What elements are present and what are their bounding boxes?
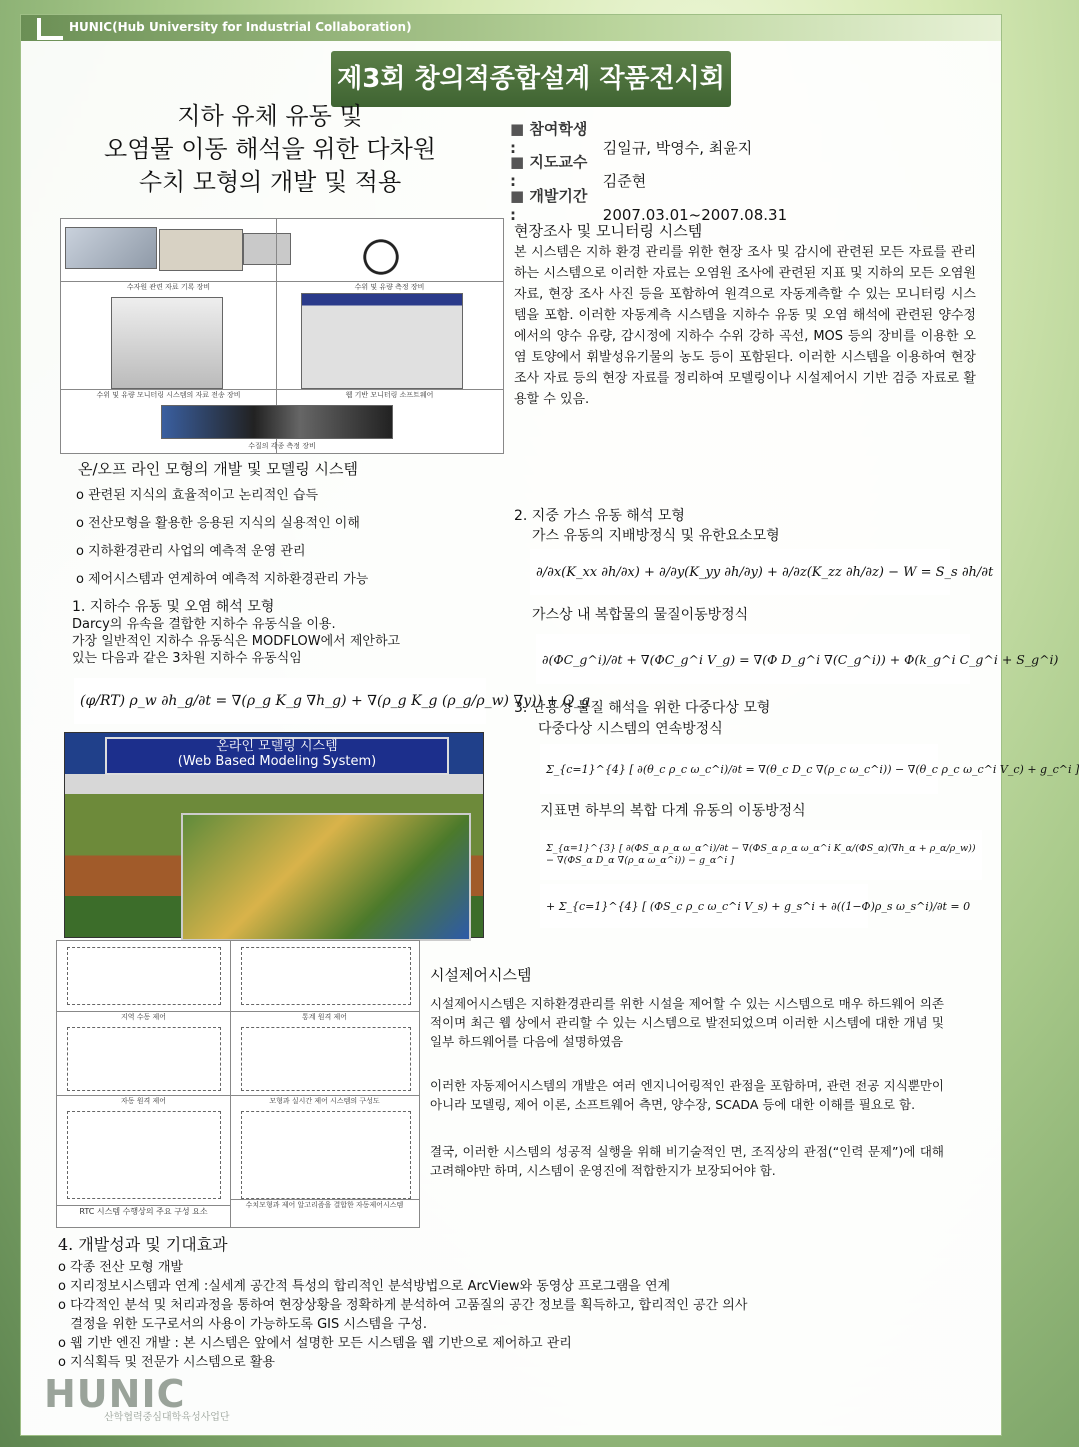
list-item: o 지식획득 및 전문가 시스템으로 활용 bbox=[58, 1355, 275, 1370]
online-title: 온/오프 라인 모형의 개발 및 모델링 시스템 bbox=[78, 460, 358, 478]
keypad-image bbox=[243, 233, 291, 265]
list-item: 결정을 위한 도구로서의 사용이 가능하도록 GIS 시스템을 구성. bbox=[58, 1317, 428, 1332]
hunic-logo bbox=[44, 1372, 324, 1422]
caption: 수자원 관련 자료 기록 장비 bbox=[61, 281, 276, 292]
web-modeling-image bbox=[64, 732, 484, 938]
results-list bbox=[58, 1258, 958, 1372]
text-line: 있는 다음과 같은 3차원 지하수 유동식임 bbox=[72, 651, 302, 666]
recorder-image bbox=[65, 227, 157, 269]
caption: 통계 원격 제어 bbox=[230, 1011, 419, 1022]
model3-eq1: Σ_{c=1}^{4} [ ∂(θ_c ρ_c ω_c^i)/∂t = ∇(θ_c D_c ∇(ρ_c ω_c^i)) − ∇(θ_c ρ_c ω_c^i V_c) + g_c^i ] bbox=[540, 744, 938, 794]
info-label: ■ 개발기간 : bbox=[510, 185, 598, 224]
logo-sub: 산학협력중심대학육성사업단 bbox=[104, 1412, 230, 1423]
header-strip-text: HUNIC(Hub University for Industrial Collaboration) bbox=[69, 20, 412, 34]
model2-sub1: 가스 유동의 지배방정식 및 유한요소모형 bbox=[532, 528, 780, 544]
facility-title: 시설제어시스템 bbox=[430, 966, 532, 984]
exhibition-banner bbox=[331, 51, 731, 107]
title-line-2: 오염물 이동 해석을 위한 다차원 bbox=[104, 135, 436, 163]
diagram-remote-control bbox=[241, 947, 411, 1005]
diagram-manual-control bbox=[67, 947, 221, 1005]
info-label: ■ 지도교수 : bbox=[510, 151, 598, 190]
equipment-figure bbox=[60, 218, 504, 454]
terrain-map-image bbox=[181, 813, 471, 941]
caption: 모형과 실시간 제어 시스템의 구성도 bbox=[230, 1095, 419, 1106]
header-strip bbox=[21, 15, 1001, 41]
model2-sub2: 가스상 내 복합물의 물질이동방정식 bbox=[532, 607, 749, 623]
caption: 웹 기반 모니터링 소프트웨어 bbox=[276, 389, 503, 400]
banner-text: 제3회 창의적종합설계 작품전시회 bbox=[337, 64, 725, 94]
caption: 수질의 각종 측정 장비 bbox=[248, 442, 316, 450]
control-system-figure bbox=[56, 940, 420, 1228]
online-list bbox=[76, 482, 368, 594]
model3-eq2a: Σ_{α=1}^{3} [ ∂(ΦS_α ρ_α ω_α^i)/∂t − ∇(ΦS_α ρ_α ω_α^i K_α/(ΦS_α)(∇h_α + ρ_α/ρ_w)) − ∇(ΦS_α D_α ∇(ρ_α ω_α^i)) − g_α^i ] bbox=[540, 830, 982, 880]
diagram-rtc-structure bbox=[241, 1027, 411, 1091]
caption: RTC 시스템 수행상의 주요 구성 요소 bbox=[57, 1205, 230, 1217]
software-screenshot bbox=[301, 293, 463, 389]
info-value: 2007.03.01~2007.08.31 bbox=[602, 206, 788, 224]
diagram-auto-control-system bbox=[241, 1111, 411, 1199]
caption: 지역 수동 제어 bbox=[57, 1011, 230, 1022]
facility-p1: 시설제어시스템은 지하환경관리를 위한 시설을 제어할 수 있는 시스템으로 매우 하드웨어 의존적이며 최근 웹 상에서 관리할 수 있는 시스템으로 발전되었으며 이러한 시스템에 대한 개념 및 일부 하드웨어를 다음에 설명하였음 bbox=[430, 996, 944, 1049]
model3-eq2b: + Σ_{c=1}^{4} [ (ΦS_c ρ_c ω_c^i V_s) + g_s^i + ∂((1−Φ)ρ_s ω_s^i)/∂t = 0 bbox=[540, 884, 868, 928]
caption: 수위 및 유량 모니터링 시스템의 자료 전송 장비 bbox=[61, 389, 276, 400]
text-line: 가장 일반적인 지하수 유동식은 MODFLOW에서 제안하고 bbox=[72, 634, 401, 649]
model2-title: 2. 지중 가스 유동 해석 모형 bbox=[514, 508, 685, 524]
info-value: 김준현 bbox=[602, 172, 647, 190]
results-title: 4. 개발성과 및 기대효과 bbox=[58, 1235, 228, 1254]
model3-sub2: 지표면 하부의 복합 다계 유동의 이동방정식 bbox=[540, 803, 806, 819]
title-en: (Web Based Modeling System) bbox=[177, 754, 377, 769]
logger-image bbox=[159, 229, 243, 271]
facility-p2: 이러한 자동제어시스템의 개발은 여러 엔지니어링적인 관점을 포함하며, 관련 전공 지식뿐만이 아니라 모델링, 제어 이론, 소프트웨어 측면, 양수장, SCADA 등에 대한 이해를 필요로 함. bbox=[430, 1078, 944, 1112]
title-line-1: 지하 유체 유동 및 bbox=[177, 102, 363, 130]
list-item: o 제어시스템과 연계하여 예측적 지하환경관리 가능 bbox=[76, 572, 369, 587]
caption: 수치모형과 제어 알고리즘을 결합한 자동제어시스템 bbox=[230, 1199, 419, 1210]
text-line: Darcy의 유속을 결합한 지하수 유동식을 이용. bbox=[72, 617, 336, 632]
list-item: o 전산모형을 활용한 응용된 지식의 실용적인 이해 bbox=[76, 516, 360, 531]
logo-name: HUNIC bbox=[44, 1372, 186, 1416]
model2-eq2: ∂(ΦC_g^i)/∂t + ∇(ΦC_g^i V_g) = ∇(Φ D_g^i ∇(C_g^i)) + Φ(k_g^i C_g^i + S_g^i) bbox=[536, 634, 970, 684]
info-label: ■ 참여학생 : bbox=[510, 118, 598, 157]
hunic-mark-icon bbox=[37, 18, 63, 40]
model3-sub1: 다중다상 시스템의 연속방정식 bbox=[538, 721, 723, 737]
title-line-3: 수치 모형의 개발 및 적용 bbox=[138, 168, 402, 196]
list-item: o 각종 전산 모형 개발 bbox=[58, 1260, 183, 1275]
list-item: o 관련된 지식의 효율적이고 논리적인 습득 bbox=[76, 488, 319, 503]
title-ko: 온라인 모델링 시스템 bbox=[216, 739, 338, 754]
model1-text bbox=[72, 616, 486, 667]
info-value: 김일규, 박영수, 최윤지 bbox=[602, 139, 753, 157]
station-image bbox=[111, 297, 223, 389]
web-modeling-title bbox=[105, 737, 449, 775]
info-period bbox=[510, 185, 787, 224]
model1-title: 1. 지하수 유동 및 오염 해석 모형 bbox=[72, 599, 275, 615]
water-quality-image bbox=[161, 405, 393, 439]
facility-p3: 결국, 이러한 시스템의 성공적 실행을 위해 비기술적인 면, 조직상의 관점(“인력 문제”)에 대해 고려해야만 하며, 시스템이 운영진에 적합한지가 보장되어야 함. bbox=[430, 1144, 944, 1178]
list-item: o 다각적인 분석 및 처리과정을 통하여 현장상황을 정확하게 분석하여 고품질의 공간 정보를 획득하고, 합리적인 공간 의사 bbox=[58, 1298, 748, 1313]
caption: 자동 원격 제어 bbox=[57, 1095, 230, 1106]
poster-title bbox=[60, 100, 480, 199]
model3-title: 3. 난용성 물질 해석을 위한 다중다상 모형 bbox=[514, 700, 771, 716]
list-item: o 지하환경관리 사업의 예측적 운영 관리 bbox=[76, 544, 306, 559]
caption: 수위 및 유량 측정 장비 bbox=[276, 281, 503, 292]
diagram-auto-control bbox=[67, 1027, 221, 1091]
diagram-rtc-components bbox=[67, 1111, 221, 1199]
field-system-body: 본 시스템은 지하 환경 관리를 위한 현장 조사 및 감시에 관련된 모든 자료를 관리하는 시스템으로 이러한 자료는 오염원 조사에 관련된 지표 및 지하의 모든 오염원 자료, 현장 조사 사진 등을 포함하여 원격으로 자동계측할 수 있는 모니터링 시스템을 포함. 이러한 자동계측 시스템을 지하수 유동 및 오염 해석에 관련된 양수정에서의 양수 유량, 감시정에 지하수 수위 강하 곡선, MOS 등의 장비를 이용한 오염 토양에서 휘발성유기물의 농도 등이 포함된다. 이러한 시스템을 이용하여 현장 조사 자료 등의 현장 자료를 정리하여 모델링이나 시설제어시 기반 검증 자료로 활용할 수 있음. bbox=[514, 245, 976, 407]
list-item: o 웹 기반 엔진 개발 : 본 시스템은 앞에서 설명한 모든 시스템을 웹 기반으로 제어하고 관리 bbox=[58, 1336, 572, 1351]
model2-eq1: ∂/∂x(K_xx ∂h/∂x) + ∂/∂y(K_yy ∂h/∂y) + ∂/∂z(K_zz ∂h/∂z) − W = S_s ∂h/∂t bbox=[530, 549, 950, 595]
field-system-title: 현장조사 및 모니터링 시스템 bbox=[514, 222, 703, 240]
cable-image bbox=[351, 237, 411, 277]
model1-equation: (φ/RT) ρ_w ∂h_g/∂t = ∇(ρ_g K_g ∇h_g) + ∇(ρ_g K_g (ρ_g/ρ_w) ∇y)) + Q_g bbox=[74, 678, 486, 724]
list-item: o 지리정보시스템과 연계 :실세계 공간적 특성의 합리적인 분석방법으로 ArcView와 동영상 프로그램을 연계 bbox=[58, 1279, 671, 1294]
